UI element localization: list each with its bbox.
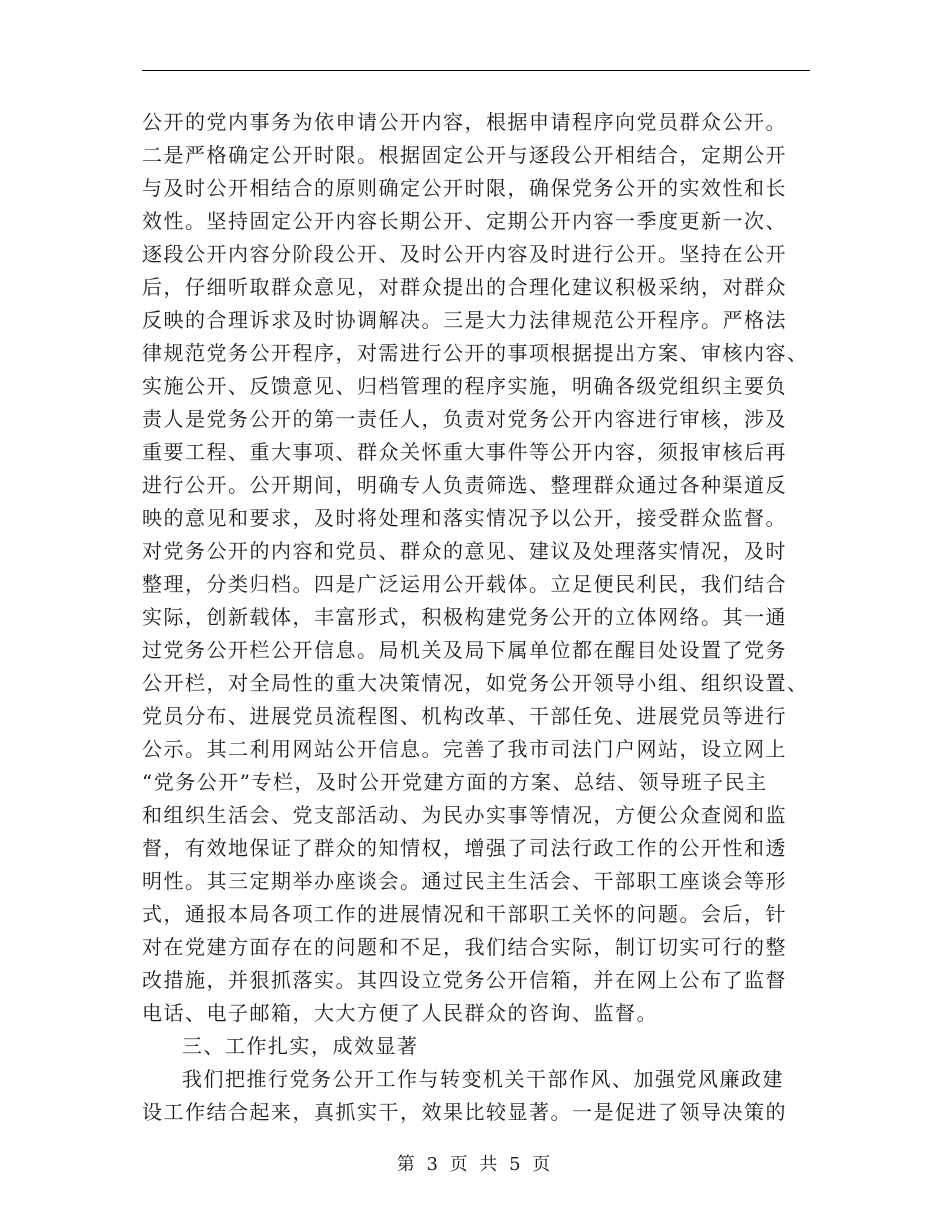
body-line: 党员分布、进展党员流程图、机构改革、干部任免、进展党员等进行 bbox=[142, 704, 787, 728]
body-line: 逐段公开内容分阶段公开、及时公开内容及时进行公开。坚持在公开 bbox=[142, 242, 787, 266]
body-line: 进行公开。公开期间，明确专人负责筛选、整理群众通过各种渠道反 bbox=[142, 473, 787, 497]
page-footer: 第 3 页 共 5 页 bbox=[396, 1154, 554, 1175]
body-line: 二是严格确定公开时限。根据固定公开与逐段公开相结合，定期公开 bbox=[142, 143, 787, 167]
body-line: 过党务公开栏公开信息。局机关及局下属单位都在醒目处设置了党务 bbox=[142, 638, 787, 662]
body-line: 实际，创新载体，丰富形式，积极构建党务公开的立体网络。其一通 bbox=[142, 605, 787, 629]
body-line: 律规范党务公开程序，对需进行公开的事项根据提出方案、审核内容、 bbox=[142, 341, 809, 365]
header-rule bbox=[142, 70, 810, 71]
section-heading: 三、工作扎实，成效显著 bbox=[182, 1034, 419, 1058]
body-line: 反映的合理诉求及时协调解决。三是大力法律规范公开程序。严格法 bbox=[142, 308, 787, 332]
body-line: 公示。其二利用网站公开信息。完善了我市司法门户网站，设立网上 bbox=[142, 737, 787, 761]
body-line: 和组织生活会、党支部活动、为民办实事等情况，方便公众查阅和监 bbox=[142, 803, 787, 827]
body-line: 责人是党务公开的第一责任人，负责对党务公开内容进行审核，涉及 bbox=[142, 407, 787, 431]
body-line: 效性。坚持固定公开内容长期公开、定期公开内容一季度更新一次、 bbox=[142, 209, 787, 233]
body-line: “党务公开”专栏，及时公开党建方面的方案、总结、领导班子民主 bbox=[142, 770, 768, 794]
body-line: 明性。其三定期举办座谈会。通过民主生活会、干部职工座谈会等形 bbox=[142, 869, 787, 893]
body-line: 公开的党内事务为依申请公开内容，根据申请程序向党员群众公开。 bbox=[142, 110, 787, 134]
document-body bbox=[142, 106, 810, 1129]
body-line: 实施公开、反馈意见、归档管理的程序实施，明确各级党组织主要负 bbox=[142, 374, 787, 398]
body-line: 改措施，并狠抓落实。其四设立党务公开信箱，并在网上公布了监督 bbox=[142, 968, 787, 992]
body-line: 映的意见和要求，及时将处理和落实情况予以公开，接受群众监督。 bbox=[142, 506, 787, 530]
body-line: 公开栏，对全局性的重大决策情况，如党务公开领导小组、组织设置、 bbox=[142, 671, 809, 695]
body-line: 对党务公开的内容和党员、群众的意见、建议及处理落实情况，及时 bbox=[142, 539, 787, 563]
body-line: 电话、电子邮箱，大大方便了人民群众的咨询、监督。 bbox=[142, 1001, 658, 1025]
body-line: 整理，分类归档。四是广泛运用公开载体。立足便民利民，我们结合 bbox=[142, 572, 787, 596]
body-line: 我们把推行党务公开工作与转变机关干部作风、加强党风廉政建 bbox=[182, 1067, 784, 1091]
body-line: 式，通报本局各项工作的进展情况和干部职工关怀的问题。会后，针 bbox=[142, 902, 787, 926]
body-line: 后，仔细听取群众意见，对群众提出的合理化建议积极采纳，对群众 bbox=[142, 275, 787, 299]
body-line: 督，有效地保证了群众的知情权，增强了司法行政工作的公开性和透 bbox=[142, 836, 787, 860]
body-line: 重要工程、重大事项、群众关怀重大事件等公开内容，须报审核后再 bbox=[142, 440, 787, 464]
body-line: 设工作结合起来，真抓实干，效果比较显著。一是促进了领导决策的 bbox=[142, 1100, 787, 1124]
body-line: 对在党建方面存在的问题和不足，我们结合实际，制订切实可行的整 bbox=[142, 935, 787, 959]
body-line: 与及时公开相结合的原则确定公开时限，确保党务公开的实效性和长 bbox=[142, 176, 787, 200]
